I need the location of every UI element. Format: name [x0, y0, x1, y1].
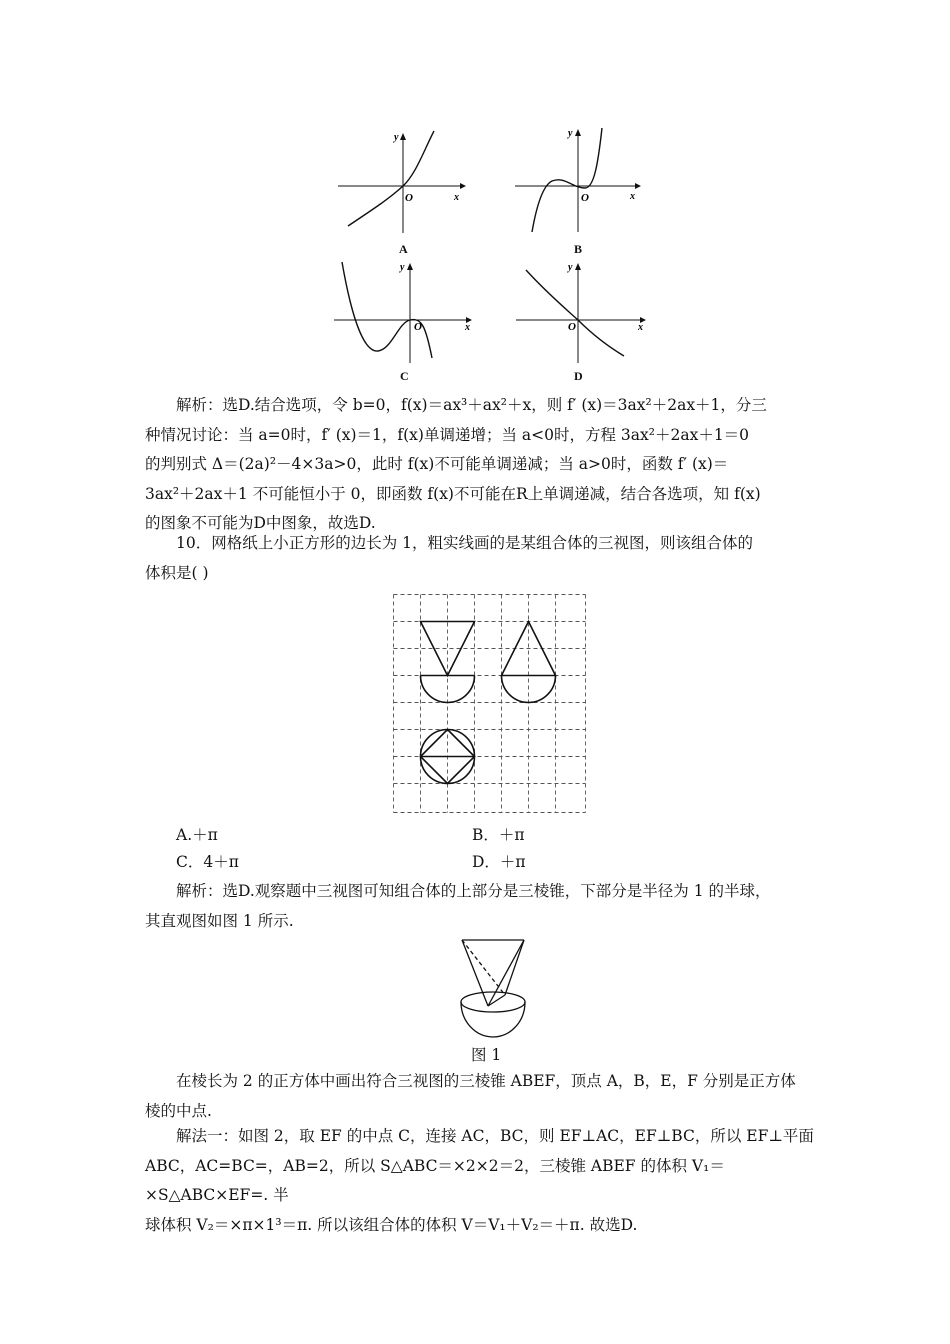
graph-d-x-label: x: [638, 322, 643, 333]
method-1-line-3: 球体积 V₂＝×π×1³＝π. 所以该组合体的体积 V＝V₁＋V₂＝＋π. 故选D.: [145, 1215, 638, 1234]
graph-b-y-label: y: [568, 128, 573, 139]
graph-d: [512, 258, 652, 366]
question-10-line-2: 体积是( ): [145, 563, 209, 582]
analysis-9-line-1: 解析：选D.结合选项，令 b=0，f(x)＝ax³＋ax²＋x，则 f′ (x)＝3ax²＋2ax＋1，分三: [176, 396, 767, 414]
figure-1-caption: 图 1: [471, 1046, 502, 1064]
option-c: C．4＋π: [176, 853, 239, 871]
para-cube-line-2: 棱的中点.: [145, 1101, 212, 1120]
graph-d-origin: O: [568, 321, 576, 333]
method-1-line-1: 解法一：如图 2，取 EF 的中点 C，连接 AC，BC，则 EF⊥AC，EF⊥BC，所以 EF⊥平面: [176, 1127, 814, 1145]
graph-c-label: C: [400, 369, 409, 383]
question-10: [145, 529, 815, 588]
para-cube: [145, 1067, 815, 1126]
method-1: [145, 1122, 815, 1240]
graph-d-y-label: y: [568, 262, 573, 273]
graph-c-y-label: y: [400, 262, 405, 273]
graph-a-origin: O: [405, 192, 413, 204]
analysis-10: [145, 877, 815, 936]
graph-a-label: A: [399, 242, 408, 256]
graph-a: [330, 128, 470, 238]
option-a: A.＋π: [176, 826, 218, 844]
graph-d-label: D: [574, 369, 583, 383]
option-d: D．＋π: [472, 853, 526, 871]
option-b: B．＋π: [472, 826, 525, 844]
graph-b-origin: O: [581, 192, 589, 204]
graph-c-origin: O: [414, 321, 422, 333]
three-view-grid: [393, 594, 589, 814]
question-10-line-1: 10．网格纸上小正方形的边长为 1，粗实线画的是某组合体的三视图，则该组合体的: [176, 534, 754, 552]
graph-b: [510, 124, 645, 236]
graph-b-label: B: [574, 242, 583, 256]
analysis-9-line-5: 的图象不可能为D中图象，故选D.: [145, 514, 376, 532]
analysis-9: [145, 391, 815, 539]
graph-a-x-label: x: [454, 192, 459, 203]
analysis-9-line-3: 的判别式 Δ＝(2a)²－4×3a>0，此时 f(x)不可能单调递减；当 a>0时，函数 f′ (x)＝: [145, 455, 729, 473]
graph-a-y-label: y: [394, 132, 399, 143]
graph-c-x-label: x: [465, 322, 470, 333]
analysis-9-line-2: 种情况讨论：当 a=0时，f′ (x)＝1，f(x)单调递增；当 a<0时，方程 3ax²＋2ax＋1＝0: [145, 425, 750, 444]
graph-b-x-label: x: [630, 191, 635, 202]
figure-1-solid: [455, 935, 530, 1045]
graph-c: [330, 258, 475, 366]
analysis-10-line-2: 其直观图如图 1 所示.: [145, 911, 294, 930]
method-1-line-2: ABC，AC=BC=，AB=2，所以 S△ABC＝×2×2＝2，三棱锥 ABEF 的体积 V₁＝×S△ABC×EF=. 半: [145, 1156, 725, 1204]
analysis-10-line-1: 解析：选D.观察题中三视图可知组合体的上部分是三棱锥，下部分是半径为 1 的半球，: [176, 882, 771, 900]
analysis-9-line-4: 3ax²＋2ax＋1 不可能恒小于 0，即函数 f(x)不可能在R上单调递减，结合各选项，知 f(x): [145, 484, 761, 503]
para-cube-line-1: 在棱长为 2 的正方体中画出符合三视图的三棱锥 ABEF，顶点 A，B，E，F 分别是正方体: [176, 1072, 796, 1090]
